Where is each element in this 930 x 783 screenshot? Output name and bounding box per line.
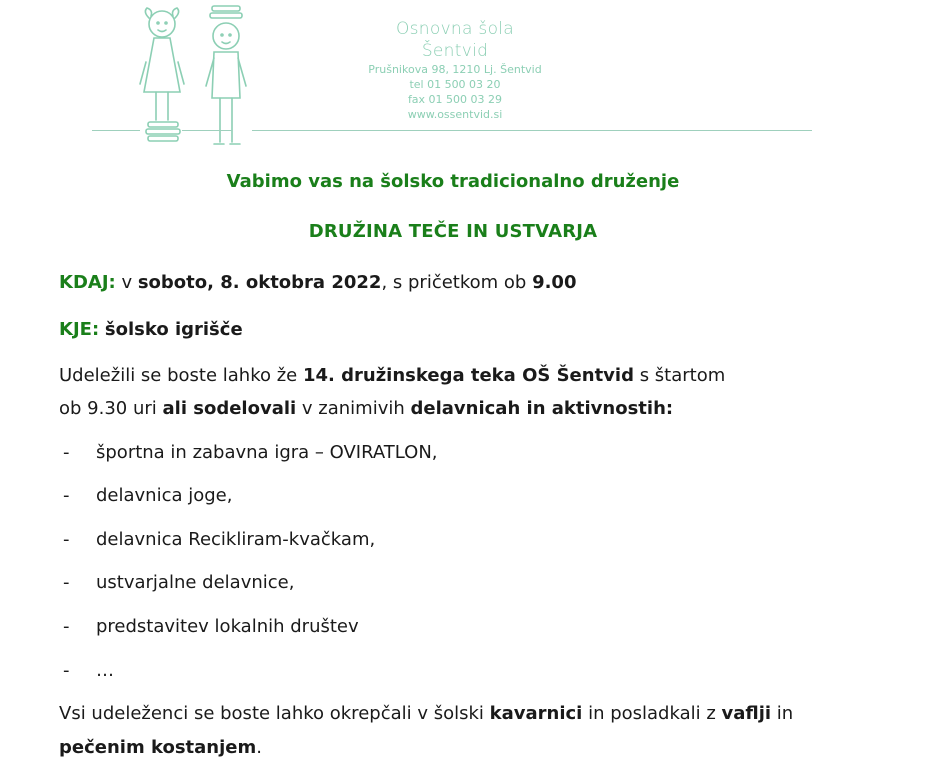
invitation-greeting: Vabimo vas na šolsko tradicionalno druženje xyxy=(226,171,680,192)
when-mid: , s pričetkom ob xyxy=(381,272,533,293)
intro-text-2: s štartom xyxy=(633,365,726,386)
letterhead-rule-left xyxy=(92,130,140,131)
activity-item xyxy=(63,616,359,637)
bullet-dash: - xyxy=(63,529,70,550)
bullet-dash: - xyxy=(63,660,70,681)
intro-line-2 xyxy=(59,398,673,419)
activity-item xyxy=(63,660,114,681)
school-fax: fax 01 500 03 29 xyxy=(407,93,503,106)
event-time: 9.00 xyxy=(532,272,577,293)
intro-workshops: delavnicah in aktivnostih: xyxy=(410,398,674,419)
intro-text-1: Udeležili se boste lahko že xyxy=(59,365,303,386)
intro-run-title: 14. družinskega teka OŠ Šentvid xyxy=(302,365,634,386)
activity-label: delavnica Recikliram-kvačkam, xyxy=(96,529,376,550)
intro-participate: ali sodelovali xyxy=(162,398,297,419)
activity-item xyxy=(63,485,232,506)
bullet-dash: - xyxy=(63,616,70,637)
closing-text-1: Vsi udeleženci se boste lahko okrepčali v šolski xyxy=(59,703,490,724)
letterhead-rule-right xyxy=(252,130,812,131)
school-name-line2: Šentvid xyxy=(421,41,489,61)
activity-label: delavnica joge, xyxy=(96,485,233,506)
letterhead-rule-middle xyxy=(182,130,232,131)
school-website: www.ossentvid.si xyxy=(407,108,503,121)
closing-text-3: in xyxy=(771,703,794,724)
when-pre: v xyxy=(115,272,138,293)
school-name-line1: Osnovna šola xyxy=(395,19,515,39)
event-date: soboto, 8. oktobra 2022 xyxy=(137,272,382,293)
activity-label: … xyxy=(96,660,114,681)
activity-label: ustvarjalne delavnice, xyxy=(96,572,295,593)
event-place: šolsko igrišče xyxy=(104,319,243,340)
closing-line-1 xyxy=(59,703,793,724)
activity-label: športna in zabavna igra – OVIRATLON, xyxy=(96,442,438,463)
closing-line-2 xyxy=(59,737,262,758)
bullet-dash: - xyxy=(63,442,70,463)
closing-text-2: in posladkali z xyxy=(582,703,722,724)
letterhead xyxy=(0,0,930,150)
school-address: Prušnikova 98, 1210 Lj. Šentvid xyxy=(368,63,542,76)
activity-item xyxy=(63,529,375,550)
where-label: KJE: xyxy=(59,319,100,340)
closing-cafe: kavarnici xyxy=(489,703,583,724)
event-title: DRUŽINA TEČE IN USTVARJA xyxy=(308,221,598,242)
school-contact-block xyxy=(330,18,580,122)
activity-item xyxy=(63,572,294,593)
when-line xyxy=(59,272,576,293)
bullet-dash: - xyxy=(63,572,70,593)
activity-label: predstavitev lokalnih društev xyxy=(96,616,359,637)
closing-period: . xyxy=(256,737,262,758)
when-label: KDAJ: xyxy=(59,272,116,293)
school-phone: tel 01 500 03 20 xyxy=(409,78,501,91)
bullet-dash: - xyxy=(63,485,70,506)
intro-text-3: ob 9.30 uri xyxy=(59,398,163,419)
where-line xyxy=(59,319,243,340)
intro-line-1 xyxy=(59,365,725,386)
activity-item xyxy=(63,442,438,463)
intro-text-4: v zanimivih xyxy=(296,398,411,419)
closing-waffles: vaflji xyxy=(721,703,772,724)
closing-chestnuts: pečenim kostanjem xyxy=(59,737,257,758)
school-logo-children xyxy=(130,2,260,150)
